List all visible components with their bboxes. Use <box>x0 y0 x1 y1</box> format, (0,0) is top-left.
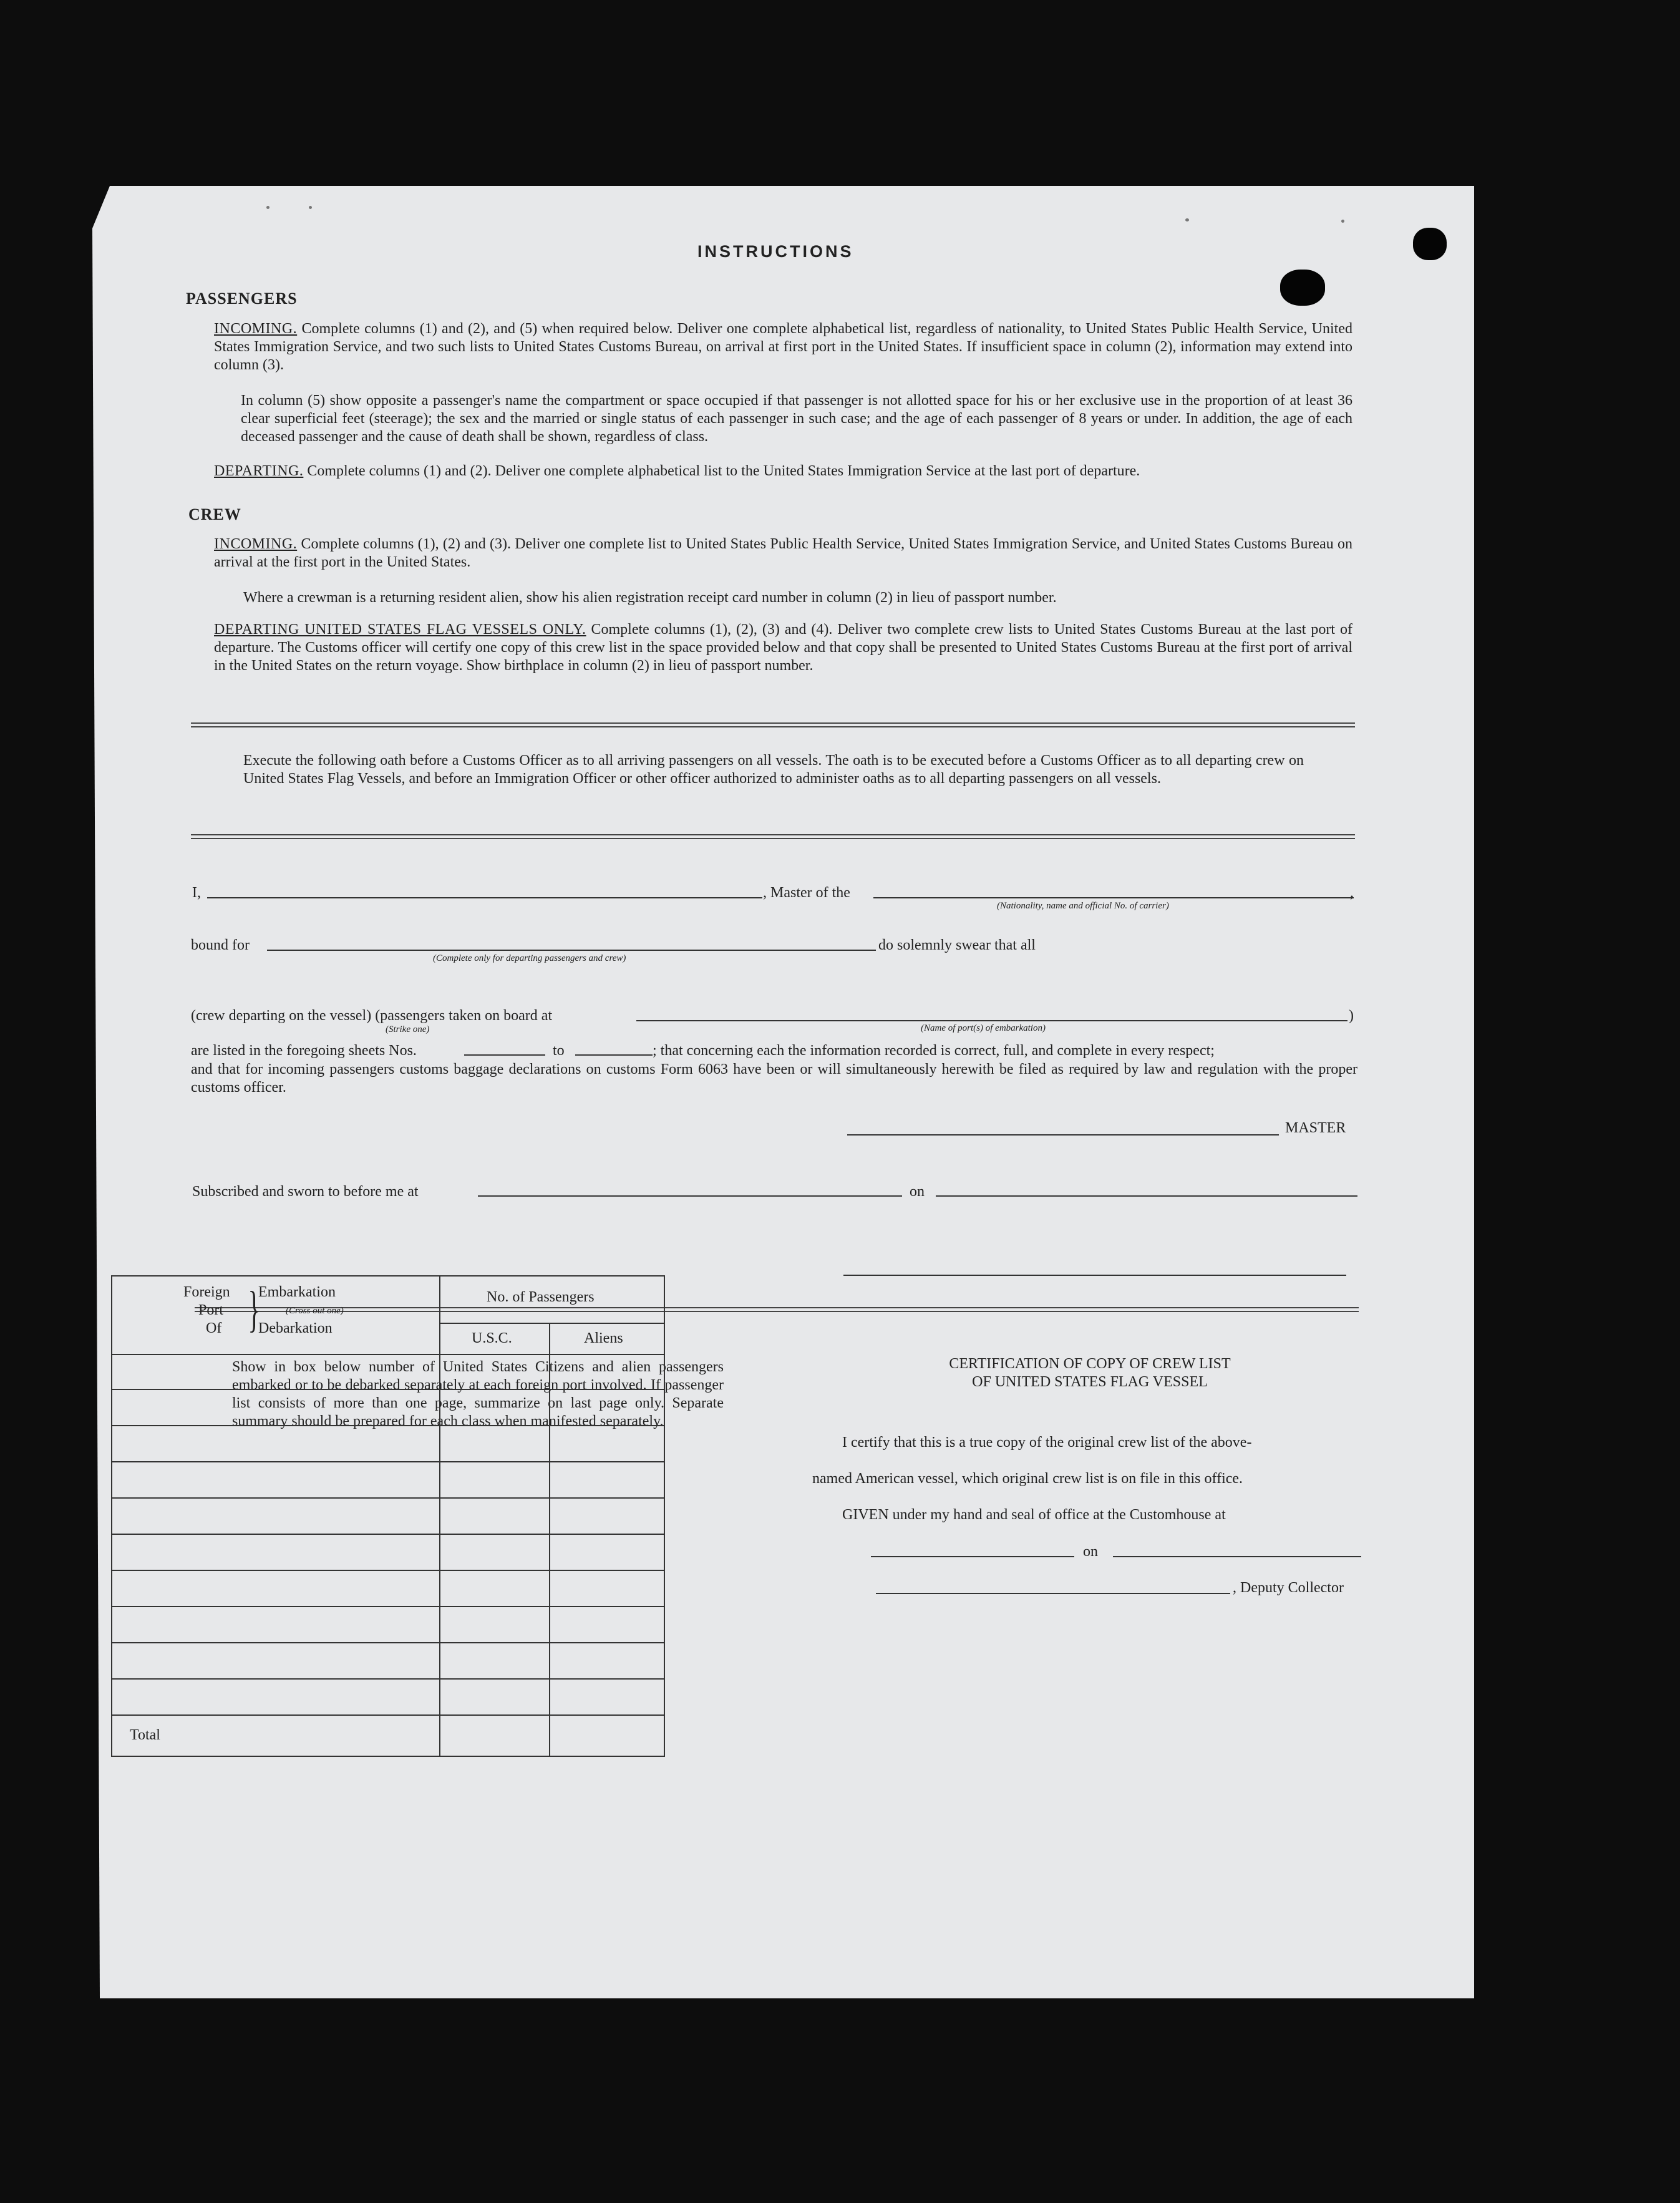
sheet-from-field[interactable] <box>464 1054 545 1056</box>
oath-bound-for: bound for <box>191 937 250 953</box>
section-divider <box>191 834 1355 839</box>
crew-departing-paragraph <box>214 621 1352 675</box>
certification-line-1: I certify that this is a true copy of the original crew list of the above- <box>842 1434 1252 1451</box>
sheet-to-field[interactable] <box>575 1054 653 1056</box>
oath-listed-to: to <box>553 1043 565 1059</box>
passenger-summary-table <box>111 1275 665 1757</box>
ports-field[interactable] <box>636 1020 1347 1021</box>
certification-title-line-2: OF UNITED STATES FLAG VESSEL <box>972 1374 1208 1390</box>
certification-on-label: on <box>1083 1544 1098 1560</box>
speck <box>309 206 312 209</box>
table-header-port: Port <box>198 1302 224 1318</box>
table-header-foreign: Foreign <box>183 1284 230 1300</box>
ink-blot <box>1280 270 1325 306</box>
oath-master-label: MASTER <box>1285 1120 1346 1136</box>
passengers-incoming-paragraph <box>214 320 1352 374</box>
speck <box>266 206 269 209</box>
table-total-label: Total <box>130 1727 160 1743</box>
passengers-column5-paragraph: In column (5) show opposite a passenger's name the compartment or space occupied if that passenger is not allotted space for his or her exclusive use in the proportion of at least 36 clear superficial feet (steerage); the sex and the married or single status of each passenger in such case; and the age of each passenger of 8 years or under. In addition, the age of each deceased passenger and the cause of death shall be shown, regardless of class. <box>241 392 1352 445</box>
table-header-aliens: Aliens <box>584 1330 623 1346</box>
oath-listed-rest: ; that concerning each the information recorded is correct, full, and complete in every respect; <box>653 1043 1215 1059</box>
table-header-embarkation: Embarkation <box>258 1284 336 1300</box>
certification-date-field[interactable] <box>1113 1556 1361 1557</box>
oath-master-of: , Master of the <box>763 885 850 901</box>
section-divider <box>191 722 1355 727</box>
table-header-debarkation: Debarkation <box>258 1320 333 1336</box>
crew-departing-lead: DEPARTING UNITED STATES FLAG VESSELS ONLY. <box>214 621 586 638</box>
table-header-cross-out: (Cross out one) <box>286 1306 344 1316</box>
crew-incoming-lead: INCOMING. <box>214 536 298 552</box>
passengers-departing-lead: DEPARTING. <box>214 463 304 479</box>
oath-subscribed: Subscribed and sworn to before me at <box>192 1184 419 1200</box>
oath-i-label: I, <box>192 885 201 901</box>
passengers-departing-paragraph <box>214 462 1352 480</box>
master-signature-field[interactable] <box>847 1134 1279 1136</box>
carrier-field[interactable] <box>873 897 1354 898</box>
section-heading-passengers: PASSENGERS <box>186 289 298 308</box>
customhouse-field[interactable] <box>871 1556 1074 1557</box>
crew-incoming-paragraph <box>214 535 1352 571</box>
crew-incoming-text: Complete columns (1), (2) and (3). Deliver one complete list to United States Public Health Service, United States Immigration Service, and United States Customs Bureau on arrival at the first port in the United States. <box>214 536 1352 570</box>
oath-intro-paragraph: Execute the following oath before a Customs Officer as to all arriving passengers on all vessels. The oath is to be executed before a Customs Officer as to all departing crew on United States Flag Vessels, and before an Immigration Officer or other officer authorized to administer oaths as to all departing passengers on all vessels. <box>243 752 1304 787</box>
ink-blot <box>1413 228 1447 260</box>
passengers-incoming-lead: INCOMING. <box>214 321 298 337</box>
table-header-no-passengers: No. of Passengers <box>487 1289 595 1305</box>
certification-line-2: named American vessel, which original crew list is on file in this office. <box>812 1471 1243 1487</box>
section-heading-crew: CREW <box>188 505 241 523</box>
oath-close-paren: ) <box>1349 1008 1354 1024</box>
certification-line-3: GIVEN under my hand and seal of office at the Customhouse at <box>842 1507 1226 1523</box>
oath-crew-departing: (crew departing on the vessel) (passengers taken on board at <box>191 1008 553 1024</box>
oath-listed-prefix: are listed in the foregoing sheets Nos. <box>191 1043 417 1059</box>
carrier-caption: (Nationality, name and official No. of carrier) <box>997 901 1169 911</box>
table-header-of: Of <box>206 1320 222 1336</box>
oath-on-label: on <box>910 1184 925 1200</box>
oath-swear: do solemnly swear that all <box>878 937 1036 953</box>
deputy-signature-field[interactable] <box>876 1593 1230 1594</box>
certification-deputy: , Deputy Collector <box>1233 1580 1344 1596</box>
strike-caption: (Strike one) <box>386 1024 430 1034</box>
crew-departing-text: Complete columns (1), (2), (3) and (4). Deliver two complete crew lists to United States Customs Bureau at the last port of departure. The Customs officer will certify one copy of this crew list in the space provided below and that copy shall be presented to United States Customs Bureau at the first port of arrival in the United States on the return voyage. Show birthplace in column (2) in lieu of passport number. <box>214 621 1352 674</box>
oath-listed-continuation: and that for incoming passengers customs baggage declarations on customs Form 6063 have been or will simultaneously herewith be filed as required by law and regulation with the proper customs officer. <box>191 1061 1357 1096</box>
speck <box>1341 220 1344 223</box>
summary-instructions: Show in box below number of United States Citizens and alien passengers embarked or to be debarked separately at each foreign port involved. If passenger list consists of more than one page, summarize on last page only. Separate summary should be prepared for each class when manifested separately. <box>232 1359 724 1429</box>
certification-title-line-1: CERTIFICATION OF COPY OF CREW LIST <box>949 1356 1231 1372</box>
crew-resident-paragraph: Where a crewman is a returning resident alien, show his alien registration receipt card number in column (2) in lieu of passport number. <box>243 590 1057 606</box>
brace: } <box>248 1282 260 1337</box>
speck <box>1185 218 1189 221</box>
bound-for-field[interactable] <box>267 950 876 951</box>
page-title: INSTRUCTIONS <box>697 242 854 261</box>
oath-comma: , <box>1350 885 1354 901</box>
sworn-place-field[interactable] <box>478 1195 902 1197</box>
master-name-field[interactable] <box>207 897 762 898</box>
bound-for-caption: (Complete only for departing passengers and crew) <box>433 953 626 963</box>
ports-caption: (Name of port(s) of embarkation) <box>921 1023 1046 1033</box>
table-header-usc: U.S.C. <box>472 1330 512 1346</box>
officer-signature-field[interactable] <box>843 1275 1346 1276</box>
passengers-departing-text: Complete columns (1) and (2). Deliver one complete alphabetical list to the United States Immigration Service at the last port of departure. <box>307 463 1140 479</box>
sworn-date-field[interactable] <box>936 1195 1357 1197</box>
passengers-incoming-text: Complete columns (1) and (2), and (5) when required below. Deliver one complete alphabetical list, regardless of nationality, to United States Public Health Service, United States Immigration Service, and two such lists to United States Customs Bureau, on arrival at first port in the United States. If insufficient space in column (2), information may extend into column (3). <box>214 321 1352 373</box>
